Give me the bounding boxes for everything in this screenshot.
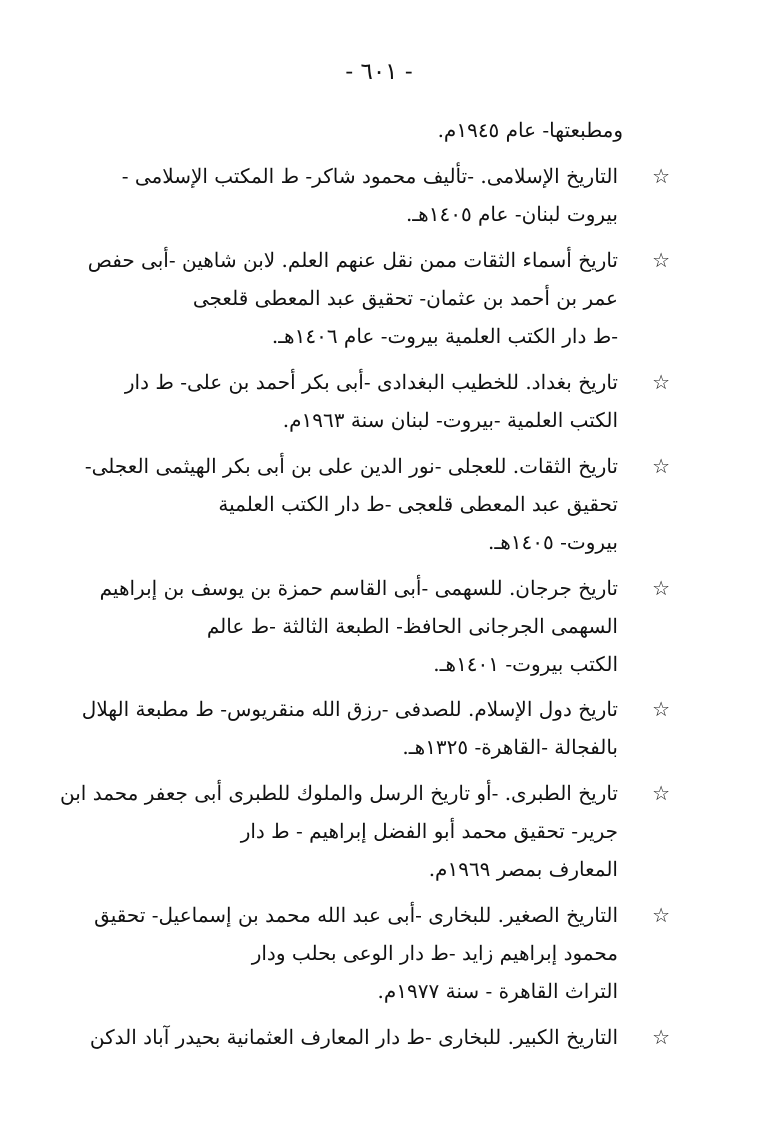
entry-line: تاريخ دول الإسلام. للصدفى -رزق الله منقريوس- ط مطبعة الهلال — [81, 697, 618, 721]
entry-line: بالفجالة -القاهرة- ١٣٢٥هـ. — [402, 735, 618, 759]
entry-line: جرير- تحقيق محمد أبو الفضل إبراهيم - ط دار — [240, 819, 618, 843]
entry-line: تاريخ بغداد. للخطيب البغدادى -أبى بكر أحمد بن على- ط دار — [124, 370, 618, 394]
star-icon: ☆ — [652, 454, 670, 478]
entry-line: تاريخ الثقات. للعجلى -نور الدين على بن أبى بكر الهيثمى العجلى- — [84, 454, 618, 478]
entry-line: التراث القاهرة - سنة ١٩٧٧م. — [377, 979, 618, 1003]
bibliography-entry — [0, 572, 758, 676]
entry-line: المعارف بمصر ١٩٦٩م. — [428, 857, 618, 881]
page-number: - ٦٠١ - — [345, 59, 413, 85]
entry-line: -ط دار الكتب العلمية بيروت- عام ١٤٠٦هـ. — [271, 324, 618, 348]
star-icon: ☆ — [652, 370, 670, 394]
entry-line: تحقيق عبد المعطى قلعجى -ط دار الكتب العلمية — [218, 492, 618, 516]
entry-line: الكتب العلمية -بيروت- لبنان سنة ١٩٦٣م. — [282, 408, 618, 432]
bibliography-entry — [0, 244, 758, 348]
entry-line: عمر بن أحمد بن عثمان- تحقيق عبد المعطى قلعجى — [192, 286, 618, 310]
entry-line: محمود إبراهيم زايد -ط دار الوعى بحلب ودار — [251, 941, 618, 965]
bibliography-entry — [0, 693, 758, 759]
entry-line: تاريخ أسماء الثقات ممن نقل عنهم العلم. لابن شاهين -أبى حفص — [87, 248, 618, 272]
bibliography-entry — [0, 450, 758, 554]
star-icon: ☆ — [652, 1025, 670, 1049]
entry-line: التاريخ الإسلامى. -تأليف محمود شاكر- ط المكتب الإسلامى - — [121, 164, 618, 188]
entry-line: التاريخ الكبير. للبخارى -ط دار المعارف العثمانية بحيدر آباد الدكن — [89, 1025, 618, 1049]
bibliography-entry — [0, 366, 758, 432]
bibliography-entry — [0, 1021, 758, 1049]
entry-line: تاريخ جرجان. للسهمى -أبى القاسم حمزة بن يوسف بن إبراهيم — [99, 576, 618, 600]
star-icon: ☆ — [652, 697, 670, 721]
entry-line: بيروت لبنان- عام ١٤٠٥هـ. — [405, 202, 618, 226]
star-icon: ☆ — [652, 781, 670, 805]
continuation-line: ومطبعتها- عام ١٩٤٥م. — [437, 118, 623, 142]
entry-line: بيروت- ١٤٠٥هـ. — [488, 530, 618, 554]
entry-line: السهمى الجرجانى الحافظ- الطبعة الثالثة -ط عالم — [206, 614, 618, 638]
bibliography-entry — [0, 899, 758, 1003]
bibliography-entry — [0, 160, 758, 226]
entry-line: الكتب بيروت- ١٤٠١هـ. — [433, 652, 618, 676]
entry-line: تاريخ الطبرى. -أو تاريخ الرسل والملوك للطبرى أبى جعفر محمد ابن — [59, 781, 618, 805]
star-icon: ☆ — [652, 164, 670, 188]
star-icon: ☆ — [652, 576, 670, 600]
star-icon: ☆ — [652, 248, 670, 272]
star-icon: ☆ — [652, 903, 670, 927]
entry-line: التاريخ الصغير. للبخارى -أبى عبد الله محمد بن إسماعيل- تحقيق — [94, 903, 618, 927]
bibliography-entry — [0, 777, 758, 881]
